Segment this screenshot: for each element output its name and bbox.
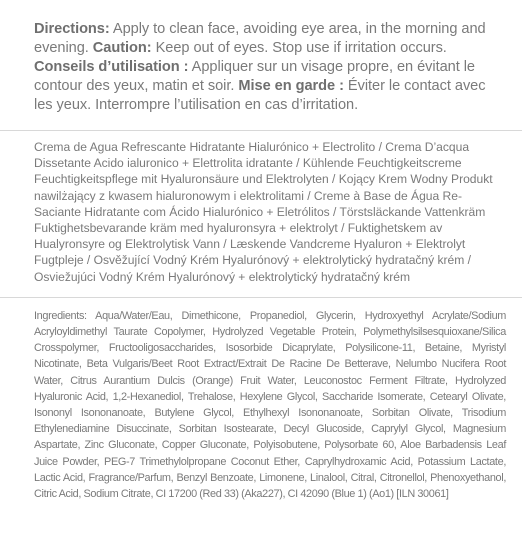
caution-text: Keep out of eyes. Stop use if irritation occurs. — [151, 40, 447, 56]
directions-block — [34, 20, 506, 58]
conseils-text: Appliquer sur un visage propre, en évitant le contour des yeux, matin et soir. — [34, 59, 475, 94]
section-divider-2 — [0, 297, 522, 298]
directions-text: Apply to clean face, avoiding eye area, in the morning and evening. — [34, 21, 486, 56]
mise-en-garde-text: Éviter le contact avec les yeux. Interrompre l’utilisation en cas d’irritation. — [34, 78, 486, 113]
mise-en-garde-heading: Mise en garde : — [238, 78, 344, 94]
caution-heading: Caution: — [92, 40, 152, 56]
section-divider — [0, 130, 522, 131]
conseils-heading: Conseils d’utilisation : — [34, 59, 189, 75]
top-edge — [0, 0, 522, 14]
conseils-block — [34, 58, 506, 115]
directions-heading: Directions: — [34, 21, 110, 37]
ingredients-list: Ingredients: Aqua/Water/Eau, Dimethicone, Propanediol, Glycerin, Hydroxyethyl Acrylate/Sodium Acryloyldimethyl Taurate Copolymer, Hydrolyzed Vegetable Protein, Polymethylsilsesquioxane/Silica Crosspolymer, Fructooligosaccharides, Isosorbide Dicaprylate, Polysilicone-11, Betaine, Myristyl Nicotinate, Beta Vulgaris/Beet Root Extract/Extrait De Racine De Betterave, Nelumbo Nucifera Root Water, Citrus Aurantium Dulcis (Orange) Fruit Water, Leuconostoc Ferment Filtrate, Hydrolyzed Hyaluronic Acid, 1,2-Hexanediol, Trehalose, Hexylene Glycol, Saccharide Isomerate, Cetearyl Olivate, Isononyl Isononanoate, Butylene Glycol, Ethylhexyl Isononanoate, Sorbitan Olivate, Trisodium Ethylenediamine Disuccinate, Sorbitan Isostearate, Decyl Glucoside, Caprylyl Glycol, Magnesium Aspartate, Zinc Gluconate, Copper Gluconate, Polyisobutene, Polysorbate 60, Aloe Barbadensis Leaf Juice Powder, PEG-7 Trimethylolpropane Coconut Ether, Caprylhydroxamic Acid, Potassium Lactate, Lactic Acid, Fragrance/Parfum, Benzyl Benzoate, Limonene, Linalool, Citral, Citronellol, Phenoxyethanol, Citric Acid, Sodium Citrate, CI 17200 (Red 33) (Aka227), CI 42090 (Blue 1) (Ao1) [ILN 30061] — [34, 309, 506, 501]
multilingual-product-names: Crema de Agua Refrescante Hidratante Hialurónico + Electrolito / Crema D’acqua Dissetante Acido ialuronico + Elettrolita idratante / Kühlende Feuchtigkeitscreme Feuchtigkeitspflege mit Hyaluronsäure und Elektrolyten / Kojący Krem Wodny Produkt nawilżający z kwasem hialuronowym i elektrolitami / Creme à Base de Água Re-Saciante Hidratante com Ácido Hialurónico + Eletrólitos / Törstsläckande Vattenkräm Fuktighetsbevarande kräm med hyaluronsyra + elektrolyt / Fuktighetskem av Hualyronsyre og Elektrolytisk Vann / Læskende Vandcreme Hyaluron + Elektrolyt Fugtpleje / Osvěžující Vodný Krém Hyalurónový + elektrolytický hydratačný krém / Osviežujúci Vodný Krém Hyalurónový + elektrolytický hydratačný krém — [34, 140, 493, 284]
